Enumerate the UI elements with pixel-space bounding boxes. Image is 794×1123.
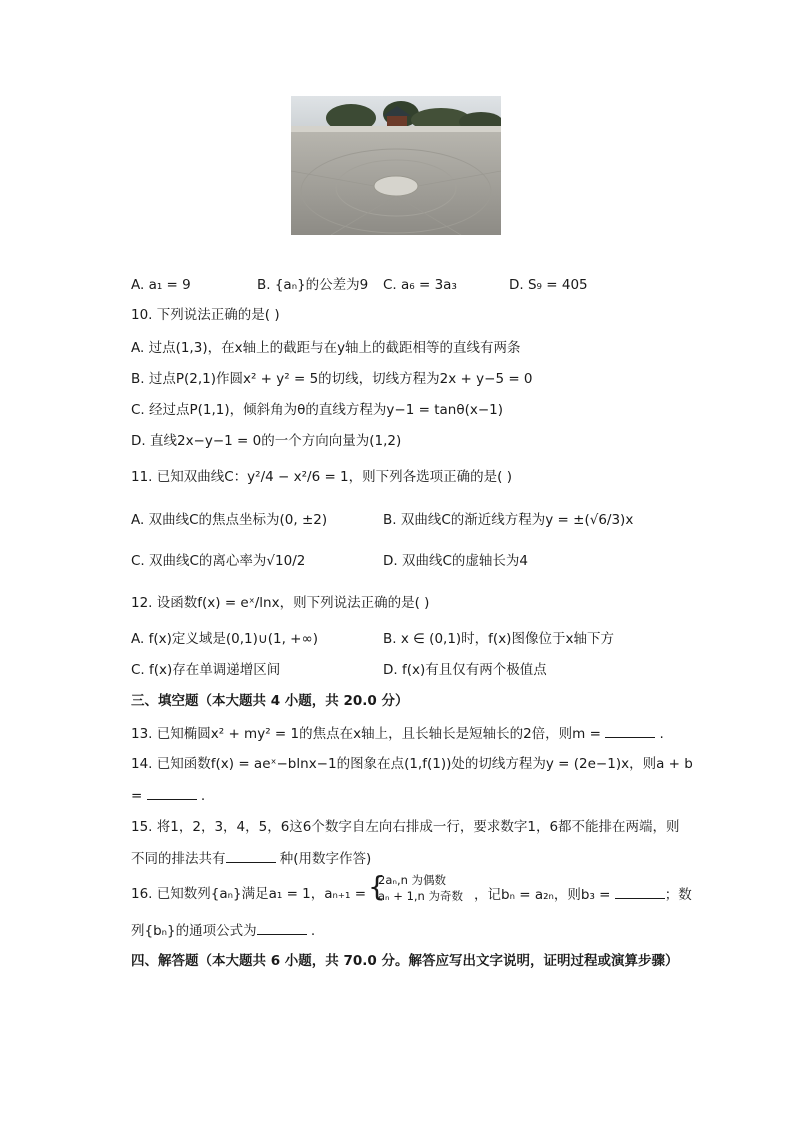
q16-start: 16. 已知数列{aₙ}满足a₁ = 1，aₙ₊₁ = <box>131 886 367 902</box>
q11-option-a: A. 双曲线C的焦点坐标为(0, ±2) <box>131 512 328 528</box>
q16-bn-formula-blank[interactable] <box>257 921 307 935</box>
q16-line2 <box>131 921 315 940</box>
piecewise-brace: { <box>368 870 386 903</box>
q10-option-a: A. 过点(1,3)，在x轴上的截距与在y轴上的截距相等的直线有两条 <box>131 340 521 356</box>
q9-option-d: D. S₉ = 405 <box>509 277 588 293</box>
q13-line <box>131 724 664 743</box>
q11-option-b: B. 双曲线C的渐近线方程为y = ±(√6/3)x <box>383 512 634 528</box>
q16-end2: . <box>306 923 316 939</box>
q15-answer-blank[interactable] <box>226 849 276 863</box>
q14-answer-blank[interactable] <box>147 786 197 800</box>
q15-line1: 15. 将1，2，3，4，5，6这6个数字自左向右排成一行，要求数字1，6都不能排在两端，则 <box>131 819 680 835</box>
q12-option-c: C. f(x)存在单调递增区间 <box>131 662 281 678</box>
q15-prefix: 不同的排法共有 <box>131 851 226 867</box>
q16-b3-answer-blank[interactable] <box>615 885 665 899</box>
circular-mound-altar-photo <box>291 96 501 235</box>
q15-suffix: 种(用数字作答) <box>275 851 372 867</box>
section-4-heading: 四、解答题（本大题共 6 小题，共 70.0 分。解答应写出文字说明，证明过程或演算步骤） <box>131 953 679 969</box>
q11-option-c: C. 双曲线C的离心率为√10/2 <box>131 553 306 569</box>
q12-option-b: B. x ∈ (0,1)时，f(x)图像位于x轴下方 <box>383 631 614 647</box>
q12-option-d: D. f(x)有且仅有两个极值点 <box>383 662 547 678</box>
q13-text: 13. 已知椭圆x² + my² = 1的焦点在x轴上，且长轴长是短轴长的2倍，则m = <box>131 726 606 742</box>
q10-option-d: D. 直线2x−y−1 = 0的一个方向向量为(1,2) <box>131 433 402 449</box>
q9-option-c: C. a₆ = 3a₃ <box>383 277 457 293</box>
q16-prefix2: 列{bₙ}的通项公式为 <box>131 923 257 939</box>
q12-option-a: A. f(x)定义域是(0,1)∪(1, +∞) <box>131 631 319 647</box>
q10-stem: 10. 下列说法正确的是( ) <box>131 307 280 323</box>
q14-end: . <box>196 788 206 804</box>
q14-line1: 14. 已知函数f(x) = aeˣ−blnx−1的图象在点(1,f(1))处的切线方程为y = (2e−1)x，则a + b <box>131 756 693 772</box>
q10-option-b: B. 过点P(2,1)作圆x² + y² = 5的切线，切线方程为2x + y−5 = 0 <box>131 371 533 387</box>
q13-answer-blank[interactable] <box>605 724 655 738</box>
q11-stem: 11. 已知双曲线C：y²/4 − x²/6 = 1，则下列各选项正确的是( ) <box>131 469 512 485</box>
q10-option-c: C. 经过点P(1,1)，倾斜角为θ的直线方程为y−1 = tanθ(x−1) <box>131 402 504 418</box>
q16-case-odd: aₙ + 1,n 为奇数 <box>378 889 463 903</box>
q15-line2 <box>131 849 371 868</box>
q16-mid <box>474 885 692 904</box>
q9-option-a: A. a₁ = 9 <box>131 277 191 293</box>
q12-stem: 12. 设函数f(x) = eˣ/lnx，则下列说法正确的是( ) <box>131 595 430 611</box>
q13-end: . <box>655 726 664 742</box>
section-3-heading: 三、填空题（本大题共 4 小题，共 20.0 分） <box>131 693 409 709</box>
q14-line2 <box>131 786 205 805</box>
q11-option-d: D. 双曲线C的虚轴长为4 <box>383 553 528 569</box>
q9-option-b: B. {aₙ}的公差为9 <box>257 277 369 293</box>
q14-equals: = <box>131 788 147 804</box>
q16-case-even: 2aₙ,n 为偶数 <box>378 873 447 887</box>
q16-end: ；数 <box>664 887 692 903</box>
q16-bn-def: ，记bₙ = a₂ₙ，则b₃ = <box>474 887 615 903</box>
